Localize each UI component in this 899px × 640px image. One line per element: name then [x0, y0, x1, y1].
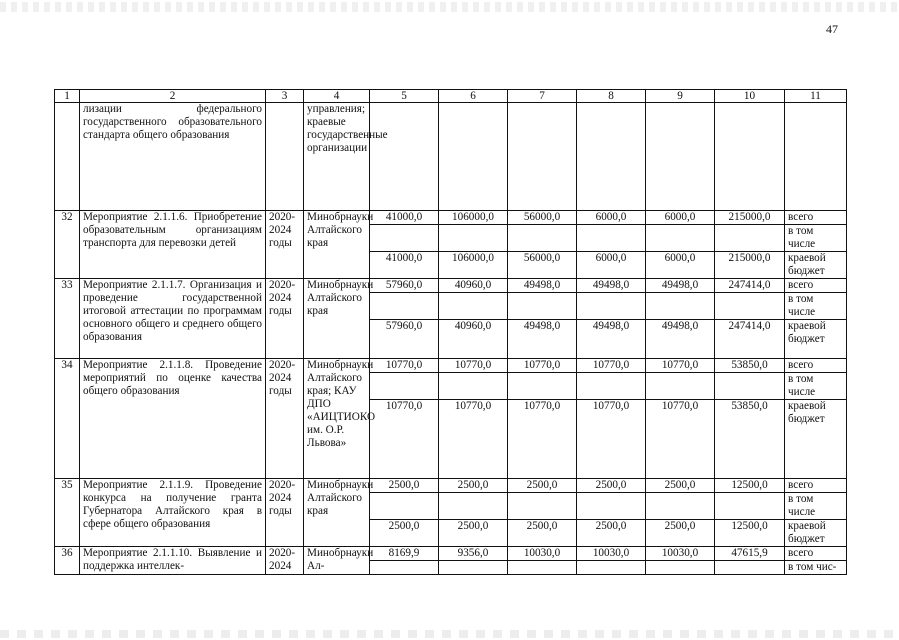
- funding-source: в том числе: [785, 493, 847, 520]
- value-2020: 57960,0: [370, 279, 439, 293]
- value-2023: 10770,0: [577, 400, 646, 479]
- value-2021: 2500,0: [439, 479, 508, 493]
- value-total: 215000,0: [715, 211, 785, 225]
- value-2024: 49498,0: [646, 320, 715, 359]
- scan-artifact-top: [0, 2, 899, 12]
- table-row: [55, 547, 847, 561]
- value-total: 247414,0: [715, 320, 785, 359]
- funding-source: всего: [785, 359, 847, 373]
- funding-source: в том числе: [785, 373, 847, 400]
- executor: Минобрнауки Алтайского края: [304, 279, 370, 359]
- value-2023: 2500,0: [577, 479, 646, 493]
- value-2023: 49498,0: [577, 279, 646, 293]
- measure-name: Мероприятие 2.1.1.9. Проведение конкурса на получение гранта Губернатора Алтайского края в сфере общего образования: [80, 479, 266, 547]
- period: 2020-2024 годы: [266, 359, 304, 479]
- value-2020: 2500,0: [370, 479, 439, 493]
- value-total: 12500,0: [715, 520, 785, 547]
- column-number: 4: [304, 90, 370, 103]
- column-number: 3: [266, 90, 304, 103]
- value-2024: 6000,0: [646, 211, 715, 225]
- measure-name: Мероприятие 2.1.1.7. Организация и проведение государственной итоговой аттестации по программам основного общего и среднего общего образования: [80, 279, 266, 359]
- value-2023: 10030,0: [577, 547, 646, 561]
- column-number: 2: [80, 90, 266, 103]
- value-2020: 8169,9: [370, 547, 439, 561]
- funding-source: краевой бюджет: [785, 320, 847, 359]
- value-2023: 49498,0: [577, 320, 646, 359]
- row-number: 33: [55, 279, 80, 359]
- value-total: 53850,0: [715, 359, 785, 373]
- value-2020: 57960,0: [370, 320, 439, 359]
- executor: управления; краевые государственные организации: [304, 103, 370, 211]
- value-2024: 10770,0: [646, 359, 715, 373]
- measure-name: Мероприятие 2.1.1.10. Выявление и поддержка интеллек-: [80, 547, 266, 575]
- value-2022: 49498,0: [508, 279, 577, 293]
- executor: Минобрнауки Алтайского края: [304, 479, 370, 547]
- value-2021: 9356,0: [439, 547, 508, 561]
- budget-table: [54, 89, 847, 575]
- column-number-row: [55, 90, 847, 103]
- period: 2020-2024 годы: [266, 479, 304, 547]
- column-number: 10: [715, 90, 785, 103]
- value-2021: 106000,0: [439, 252, 508, 279]
- funding-source: всего: [785, 547, 847, 561]
- value-2021: 10770,0: [439, 400, 508, 479]
- value-2022: 2500,0: [508, 520, 577, 547]
- funding-source: краевой бюджет: [785, 400, 847, 479]
- funding-source: всего: [785, 479, 847, 493]
- funding-source: в том чис-: [785, 561, 847, 575]
- value-2022: 2500,0: [508, 479, 577, 493]
- period: 2020-2024 годы: [266, 279, 304, 359]
- value-2023: 6000,0: [577, 211, 646, 225]
- funding-source: всего: [785, 279, 847, 293]
- column-number: 6: [439, 90, 508, 103]
- funding-source: всего: [785, 211, 847, 225]
- executor: Минобрнауки Ал-: [304, 547, 370, 575]
- row-number: 36: [55, 547, 80, 575]
- period: 2020-2024 годы: [266, 211, 304, 279]
- value-2024: 10770,0: [646, 400, 715, 479]
- value-2022: 10030,0: [508, 547, 577, 561]
- column-number: 1: [55, 90, 80, 103]
- table-row: [55, 211, 847, 225]
- page-number: 47: [826, 22, 838, 36]
- scan-artifact-bottom: [0, 630, 899, 638]
- value-2024: 49498,0: [646, 279, 715, 293]
- column-number: 7: [508, 90, 577, 103]
- funding-source: в том числе: [785, 225, 847, 252]
- funding-source: краевой бюджет: [785, 520, 847, 547]
- value-2022: 49498,0: [508, 320, 577, 359]
- value-2024: 2500,0: [646, 520, 715, 547]
- value-2020: 10770,0: [370, 359, 439, 373]
- table-row: [55, 479, 847, 493]
- column-number: 9: [646, 90, 715, 103]
- value-2020: 10770,0: [370, 400, 439, 479]
- value-2024: 10030,0: [646, 547, 715, 561]
- value-2023: 2500,0: [577, 520, 646, 547]
- value-total: 215000,0: [715, 252, 785, 279]
- value-2023: 6000,0: [577, 252, 646, 279]
- row-number: 35: [55, 479, 80, 547]
- period: 2020-2024: [266, 547, 304, 575]
- table-row: [55, 359, 847, 373]
- value-2024: 2500,0: [646, 479, 715, 493]
- table-row: [55, 279, 847, 293]
- value-2021: 40960,0: [439, 279, 508, 293]
- value-2022: 56000,0: [508, 252, 577, 279]
- value-2024: 6000,0: [646, 252, 715, 279]
- column-number: 5: [370, 90, 439, 103]
- value-2020: 41000,0: [370, 252, 439, 279]
- column-number: 8: [577, 90, 646, 103]
- value-2023: 10770,0: [577, 359, 646, 373]
- value-total: 47615,9: [715, 547, 785, 561]
- value-2020: 2500,0: [370, 520, 439, 547]
- value-2021: 10770,0: [439, 359, 508, 373]
- value-total: 12500,0: [715, 479, 785, 493]
- executor: Минобрнауки Алтайского края: [304, 211, 370, 279]
- column-number: 11: [785, 90, 847, 103]
- value-2022: 10770,0: [508, 359, 577, 373]
- value-2021: 106000,0: [439, 211, 508, 225]
- value-2022: 10770,0: [508, 400, 577, 479]
- executor: Минобрнауки Алтайского края; КАУ ДПО «АИЦТИОКО им. О.Р. Львова»: [304, 359, 370, 479]
- value-2021: 2500,0: [439, 520, 508, 547]
- table-row-continuation: [55, 103, 847, 211]
- period: [266, 103, 304, 211]
- value-2022: 56000,0: [508, 211, 577, 225]
- value-total: 53850,0: [715, 400, 785, 479]
- row-number: [55, 103, 80, 211]
- row-number: 34: [55, 359, 80, 479]
- funding-source: краевой бюджет: [785, 252, 847, 279]
- value-total: 247414,0: [715, 279, 785, 293]
- value-2020: 41000,0: [370, 211, 439, 225]
- funding-source: в том числе: [785, 293, 847, 320]
- value-2021: 40960,0: [439, 320, 508, 359]
- measure-name: Мероприятие 2.1.1.6. Приобретение образовательным организациям транспорта для перевозки детей: [80, 211, 266, 279]
- row-number: 32: [55, 211, 80, 279]
- measure-name: Мероприятие 2.1.1.8. Проведение мероприятий по оценке качества общего образования: [80, 359, 266, 479]
- measure-name: лизации федерального государственного образовательного стандарта общего образования: [80, 103, 266, 211]
